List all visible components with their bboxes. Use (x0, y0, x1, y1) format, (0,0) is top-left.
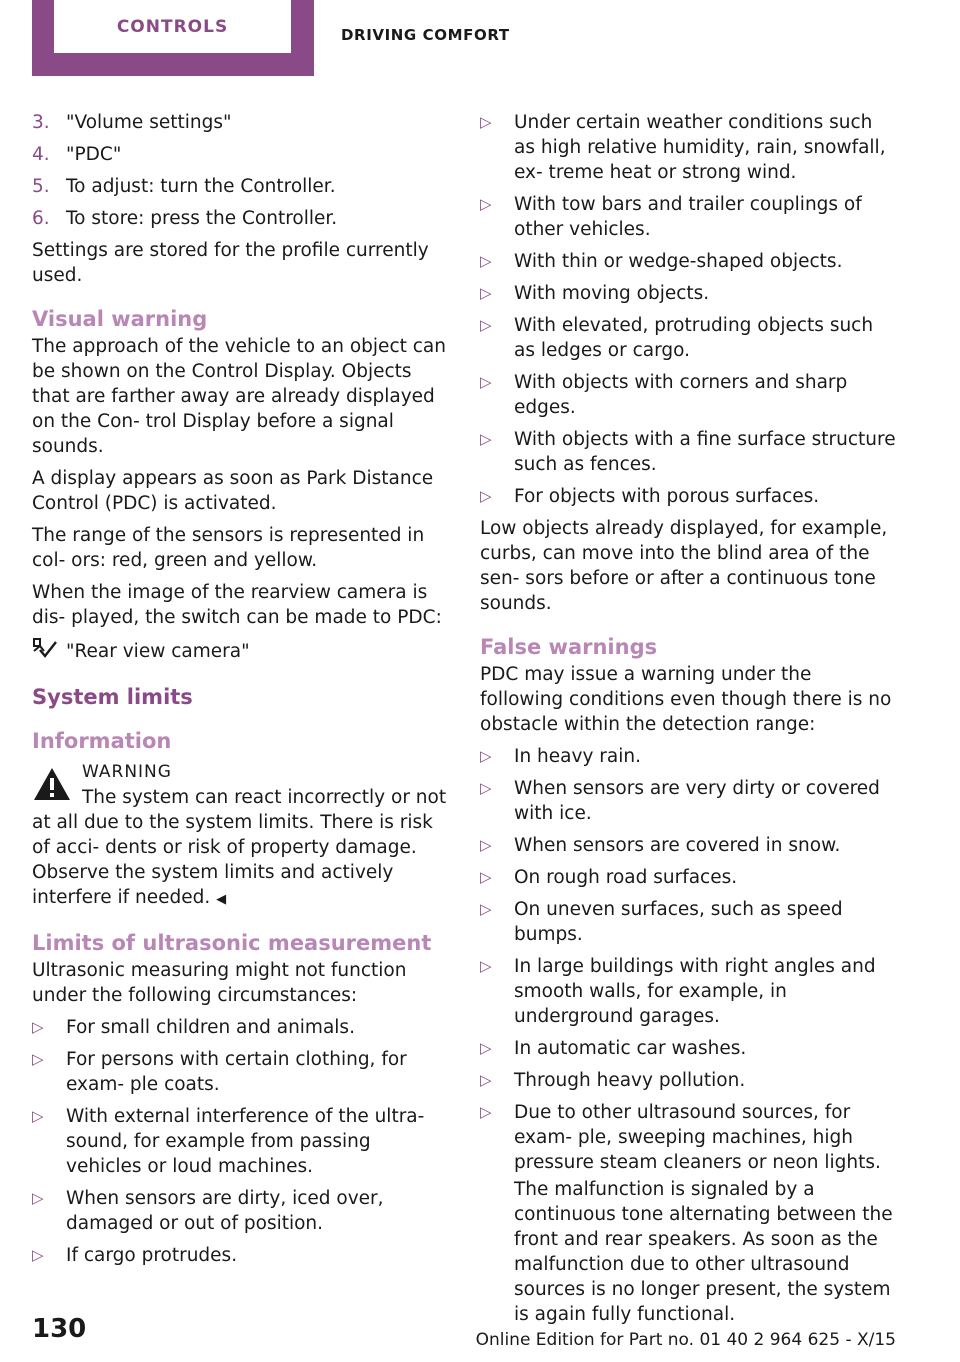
bullet-icon: ▷ (480, 316, 492, 334)
list-item (32, 1047, 448, 1097)
bullet-icon: ▷ (480, 957, 492, 975)
item-text: When sensors are covered in snow. (514, 835, 841, 856)
list-item (32, 1104, 448, 1179)
item-text: For objects with porous surfaces. (514, 486, 820, 507)
item-text: "Volume settings" (66, 112, 232, 133)
item-text: To adjust: turn the Controller. (66, 176, 336, 197)
item-text: If cargo protrudes. (66, 1245, 238, 1266)
item-text: With objects with corners and sharp edges. (514, 372, 848, 418)
item-text: On uneven surfaces, such as speed bumps. (514, 899, 843, 945)
item-text: With elevated, protruding objects such as ledges or cargo. (514, 315, 874, 361)
bullet-icon: ▷ (480, 747, 492, 765)
heading-system-limits: System limits (32, 685, 193, 709)
paragraph: A display appears as soon as Park Distance Control (PDC) is activated. (32, 468, 434, 514)
footer-edition: Online Edition for Part no. 01 40 2 964 625 - X/15 (475, 1330, 896, 1350)
rear-view-camera-line (32, 637, 448, 666)
item-text: With objects with a fine surface structure such as fences. (514, 429, 896, 475)
item-text: On rough road surfaces. (514, 867, 738, 888)
item-body (514, 1100, 896, 1327)
list-item (480, 954, 896, 1029)
right-column (480, 110, 896, 1334)
header-section-title: DRIVING COMFORT (341, 26, 510, 44)
list-item (32, 110, 448, 135)
bullet-icon: ▷ (480, 868, 492, 886)
bullet-icon: ▷ (32, 1107, 44, 1125)
list-item (480, 1068, 896, 1093)
bullet-icon: ▷ (480, 779, 492, 797)
heading-ultrasonic-limits: Limits of ultrasonic measurement (32, 931, 432, 955)
item-text: With moving objects. (514, 283, 710, 304)
list-item (480, 192, 896, 242)
bullet-icon: ▷ (32, 1018, 44, 1036)
bullet-icon: ▷ (32, 1246, 44, 1264)
warning-text-block (32, 785, 448, 912)
item-text: When sensors are very dirty or covered with ice. (514, 778, 880, 824)
bullet-icon: ▷ (480, 195, 492, 213)
list-item (480, 484, 896, 509)
item-text: "PDC" (66, 144, 122, 165)
item-text: Through heavy pollution. (514, 1070, 746, 1091)
bullet-icon: ▷ (480, 900, 492, 918)
bullet-icon: ▷ (480, 836, 492, 854)
item-text: With external interference of the ultra‐ sound, for example from passing vehicles or loud machines. (66, 1106, 425, 1177)
item-text: Under certain weather conditions such as high relative humidity, rain, snowfall, ex‐ treme heat or strong wind. (514, 112, 886, 183)
page-number: 130 (32, 1314, 87, 1344)
warning-block (32, 760, 448, 912)
bullet-icon: ▷ (480, 284, 492, 302)
list-item (480, 1036, 896, 1061)
item-text: For small children and animals. (66, 1017, 355, 1038)
item-number: 6. (32, 208, 50, 229)
heading-visual-warning: Visual warning (32, 307, 208, 331)
list-item (480, 110, 896, 185)
list-item (480, 427, 896, 477)
paragraph: Ultrasonic measuring might not function under the following circumstances: (32, 960, 407, 1006)
list-item (480, 249, 896, 274)
bullet-icon: ▷ (32, 1189, 44, 1207)
camera-label: "Rear view camera" (66, 641, 250, 662)
bullet-icon: ▷ (480, 1071, 492, 1089)
item-text: In heavy rain. (514, 746, 641, 767)
item-text: In large buildings with right angles and smooth walls, for example, in underground garages. (514, 956, 876, 1027)
list-item (480, 281, 896, 306)
bullet-icon: ▷ (480, 487, 492, 505)
bullet-icon: ▷ (480, 1039, 492, 1057)
bullet-icon: ▷ (480, 373, 492, 391)
paragraph: When the image of the rearview camera is dis‐ played, the switch can be made to PDC: (32, 582, 442, 628)
warning-title: WARNING (82, 762, 172, 782)
list-item (480, 897, 896, 947)
list-item (32, 1243, 448, 1268)
list-item (480, 744, 896, 769)
heading-false-warnings: False warnings (480, 635, 658, 659)
item-text: When sensors are dirty, iced over, damaged or out of position. (66, 1188, 384, 1234)
bullet-icon: ▷ (480, 252, 492, 270)
item-text: Due to other ultrasound sources, for exam‐ ple, sweeping machines, high pressure steam cleaners or neon lights. (514, 1102, 881, 1173)
paragraph: The range of the sensors is represented in col‐ ors: red, green and yellow. (32, 525, 425, 571)
list-item (480, 370, 896, 420)
heading-information: Information (32, 729, 172, 753)
paragraph: The approach of the vehicle to an object can be shown on the Control Display. Objects that are farther away are already displayed on the Con‐ trol Display before a signal sounds. (32, 336, 446, 457)
warning-text: The system can react incorrectly or not at all due to the system limits. There is risk of acci‐ dents or risk of property damage. Observe the system limits and actively interfere if needed. (32, 787, 447, 908)
list-item (480, 1100, 896, 1327)
header-tab-controls (54, 0, 291, 53)
item-number: 3. (32, 112, 50, 133)
paragraph: Low objects already displayed, for example, curbs, can move into the blind area of the sen‐ sors before or after a continuous tone sounds. (480, 518, 888, 614)
bullet-icon: ▷ (480, 1103, 492, 1121)
left-column (32, 110, 448, 1275)
list-item (32, 1015, 448, 1040)
bullet-icon: ▷ (480, 113, 492, 131)
list-item (32, 206, 448, 231)
warning-triangle-icon (32, 766, 72, 809)
bullet-icon: ▷ (480, 430, 492, 448)
list-item (32, 1186, 448, 1236)
item-number: 5. (32, 176, 50, 197)
list-item (32, 174, 448, 199)
header-tab-label: CONTROLS (116, 16, 229, 37)
list-item (480, 776, 896, 826)
paragraph: PDC may issue a warning under the following conditions even though there is no obstacle within the detection range: (480, 664, 892, 735)
settings-note: Settings are stored for the profile currently used. (32, 240, 429, 286)
item-text: For persons with certain clothing, for exam‐ ple coats. (66, 1049, 407, 1095)
end-mark-icon: ◀ (216, 892, 227, 907)
list-item (480, 833, 896, 858)
list-item (480, 865, 896, 890)
list-item (32, 142, 448, 167)
item-number: 4. (32, 144, 50, 165)
malfunction-note: The malfunction is signaled by a continuous tone alternating between the front and rear speakers. As soon as the malfunction due to other ultrasound sources is no longer present, the system is again fully functional. (514, 1179, 893, 1325)
item-text: With thin or wedge-shaped objects. (514, 251, 843, 272)
rear-view-camera-icon (32, 637, 66, 666)
list-item (480, 313, 896, 363)
item-text: In automatic car washes. (514, 1038, 747, 1059)
item-text: To store: press the Controller. (66, 208, 338, 229)
bullet-icon: ▷ (32, 1050, 44, 1068)
item-text: With tow bars and trailer couplings of other vehicles. (514, 194, 862, 240)
